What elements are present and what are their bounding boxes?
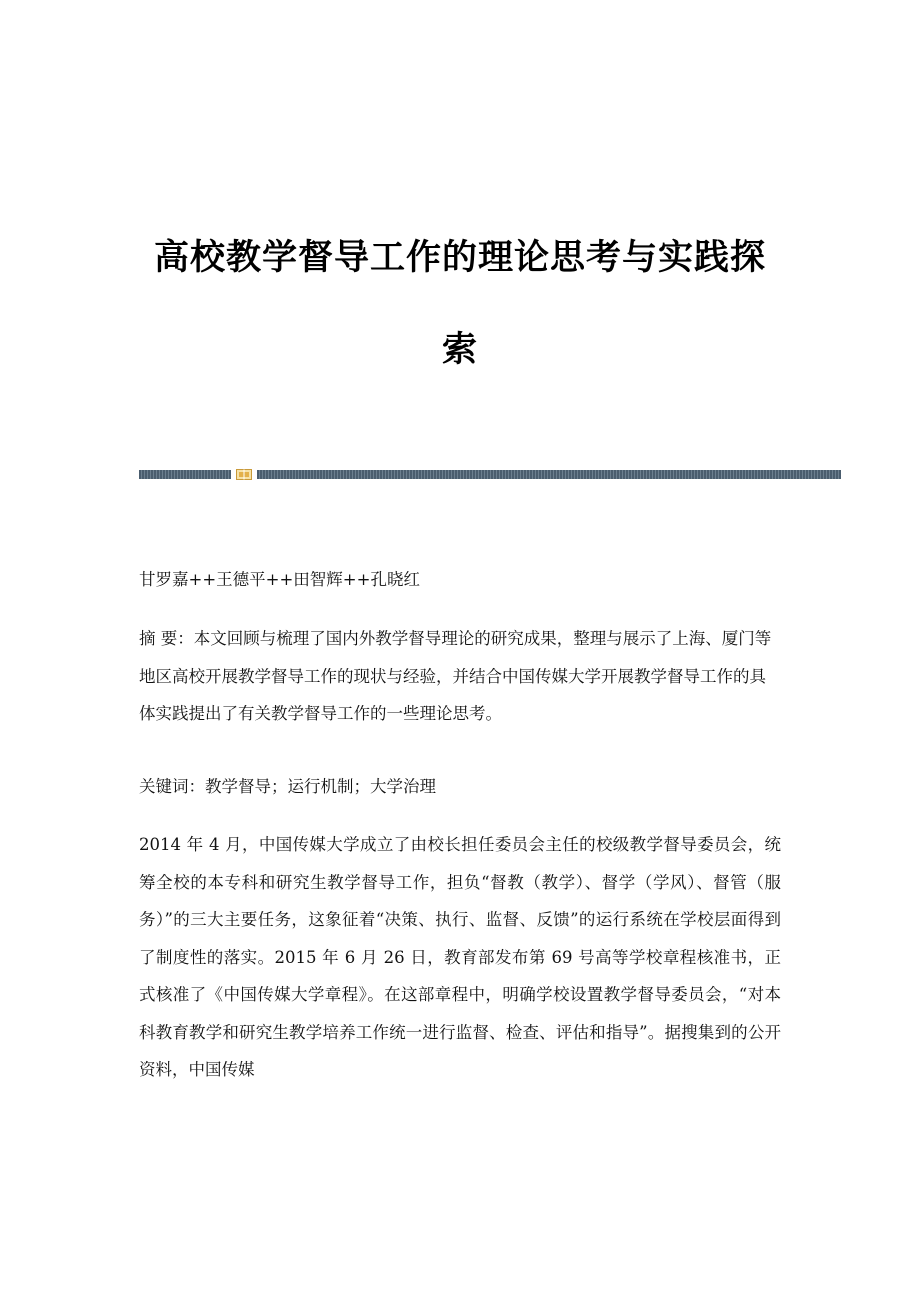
title-line-2: 索	[441, 329, 478, 370]
title-divider	[139, 470, 841, 479]
divider-bar-left	[139, 470, 231, 479]
title-line-1: 高校教学督导工作的理论思考与实践探	[153, 237, 766, 278]
divider-ornament-icon	[236, 469, 252, 480]
body-paragraph: 2014 年 4 月，中国传媒大学成立了由校长担任委员会主任的校级教学督导委员会，统筹全校的本专科和研究生教学督导工作，担负“督教（教学）、督学（学风）、督管（服务）”的三大主要任务，这象征着“决策、执行、监督、反馈”的运行系统在学校层面得到了制度性的落实。2015 年 6 月 26 日，教育部发布第 69 号高等学校章程核准书，正式核准了《中国传媒大学章程》。在这部章程中，明确学校设置教学督导委员会，“对本科教育教学和研究生教学培养工作统一进行监督、检查、评估和指导”。据搜集到的公开资料，中国传媒	[139, 835, 781, 1079]
authors-line: 甘罗嘉++王德平++田智辉++孔晓红	[139, 570, 420, 589]
page-title	[140, 212, 780, 396]
keywords-line: 关键词：教学督导；运行机制；大学治理	[139, 777, 436, 796]
divider-bar-right	[257, 470, 841, 479]
abstract-paragraph: 摘 要：本文回顾与梳理了国内外教学督导理论的研究成果，整理与展示了上海、厦门等地区高校开展教学督导工作的现状与经验，并结合中国传媒大学开展教学督导工作的具体实践提出了有关教学督导工作的一些理论思考。	[139, 629, 772, 723]
